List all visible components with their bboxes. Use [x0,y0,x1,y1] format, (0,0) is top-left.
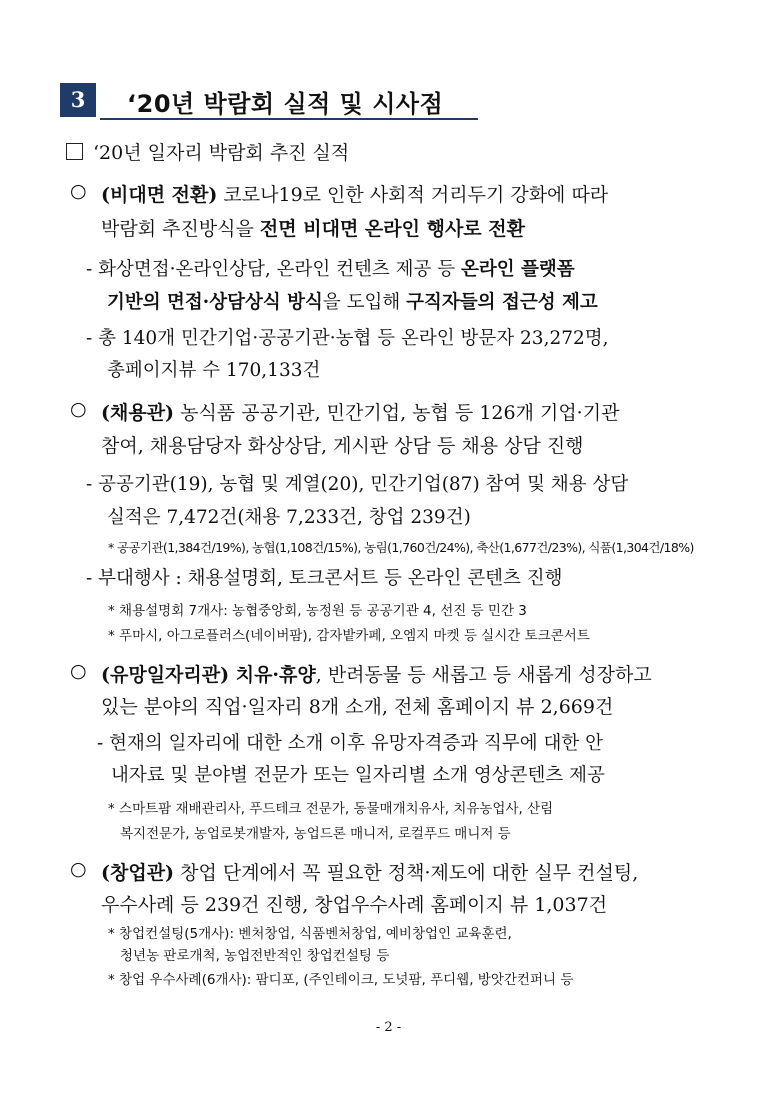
block2-line1 [101,398,619,425]
block1-line1-text: 코로나19로 인한 사회적 거리두기 강화에 따라 [217,184,609,206]
block1-detail1-bold: 온라인 플랫폼 [460,259,575,280]
block4-line1 [101,858,638,885]
section-title-underline [100,118,478,120]
block4-note1-line1: * 창업컨설팅(5개사): 벤처창업, 식품벤처창업, 예비창업인 교육훈련, [108,926,512,942]
block1-detail1-text2: 을 도입해 [322,292,407,313]
block3-detail1-line2: 내자료 및 분야별 전문가 또는 일자리별 소개 영상콘텐츠 제공 [111,765,605,786]
block4-line2: 우수사례 등 239건 진행, 창업우수사례 홈페이지 뷰 1,037건 [101,894,608,916]
block4-note1-line2: 청년농 판로개척, 농업전반적인 창업컨설팅 등 [120,948,390,964]
block4-line1-text: 창업 단계에서 꼭 필요한 정책·제도에 대한 실무 컨설팅, [174,862,639,884]
subheading [66,138,349,165]
block2-detail1-line1: - 공공기관(19), 농협 및 계열(20), 민간기업(87) 참여 및 채용 상담 [86,474,629,495]
block3-detail1-line1: - 현재의 일자리에 대한 소개 이후 유망자격증과 직무에 대한 안 [97,733,603,754]
block2-detail1-line2: 실적은 7,472건(채용 7,233건, 창업 239건) [107,507,471,528]
block3-note1-line2: 복지전문가, 농업로봇개발자, 농업드론 매니저, 로컬푸드 매니저 등 [120,826,511,842]
bullet-circle-icon: ○ [70,660,87,682]
bullet-circle-icon: ○ [70,858,87,880]
page-number: - 2 - [375,1020,402,1035]
block1-label: (비대면 전환) [101,184,218,206]
block1-detail1-bold2: 기반의 면접·상담상식 방식 [107,292,323,313]
block3-line1-text: , 반려동물 등 새롭고 등 새롭게 성장하고 [315,664,652,686]
section-title: ‘20년 박람회 실적 및 시사점 [127,90,444,118]
block1-detail1-bold3: 구직자들의 접근성 제고 [406,292,598,313]
block4-label: (창업관) [101,862,175,884]
block3-line1 [101,660,652,687]
block2-line1-text: 농식품 공공기관, 민간기업, 농협 등 126개 기업·기관 [174,402,620,424]
subheading-text: ‘20년 일자리 박람회 추진 실적 [93,142,350,164]
block1-line2-bold: 전면 비대면 온라인 행사로 전환 [259,218,525,240]
block1-line1 [101,180,608,207]
block2-note1: * 공공기관(1,384건/19%), 농협(1,108건/15%), 농림(1,760건/24%), 축산(1,677건/23%), 식품(1,304건/18%) [108,540,694,555]
block1-detail1-text: - 화상면접·온라인상담, 온라인 컨텐츠 제공 등 [86,259,461,280]
block2-note2: * 채용설명회 7개사: 농협중앙회, 농정원 등 공공기관 4, 선진 등 민간 3 [108,603,527,619]
block1-detail2-line1: - 총 140개 민간기업·공공기관·농협 등 온라인 방문자 23,272명, [86,328,609,349]
section-number-badge: 3 [60,83,96,117]
block2-note3: * 푸마시, 아그로플러스(네이버팜), 감자밭카페, 오엠지 마켓 등 실시간 토크콘서트 [108,628,590,644]
block3-label: (유망일자리관) 치유·휴양 [101,664,316,686]
checkbox-square-icon [66,143,83,160]
block4-note2: * 창업 우수사례(6개사): 팜디포, (주인테이크, 도넛팜, 푸디웹, 방앗간컨퍼니 등 [108,972,574,988]
block1-detail1-line2 [107,288,598,314]
block1-detail1-line1 [86,255,575,281]
block1-line2 [101,214,525,241]
block2-label: (채용관) [101,402,175,424]
block3-line2: 있는 분야의 직업·일자리 8개 소개, 전체 홈페이지 뷰 2,669건 [101,696,614,718]
block2-detail2: - 부대행사 : 채용설명회, 토크콘서트 등 온라인 콘텐츠 진행 [86,568,563,589]
block1-line2-text: 박람회 추진방식을 [101,218,260,240]
block2-line2: 참여, 채용담당자 화상상담, 게시판 상담 등 채용 상담 진행 [101,435,584,457]
block3-note1-line1: * 스마트팜 재배관리사, 푸드테크 전문가, 동물매개치유사, 치유농업사, 산림 [108,801,554,817]
bullet-circle-icon: ○ [70,180,87,202]
block1-detail2-line2: 총페이지뷰 수 170,133건 [107,360,321,381]
bullet-circle-icon: ○ [70,398,87,420]
